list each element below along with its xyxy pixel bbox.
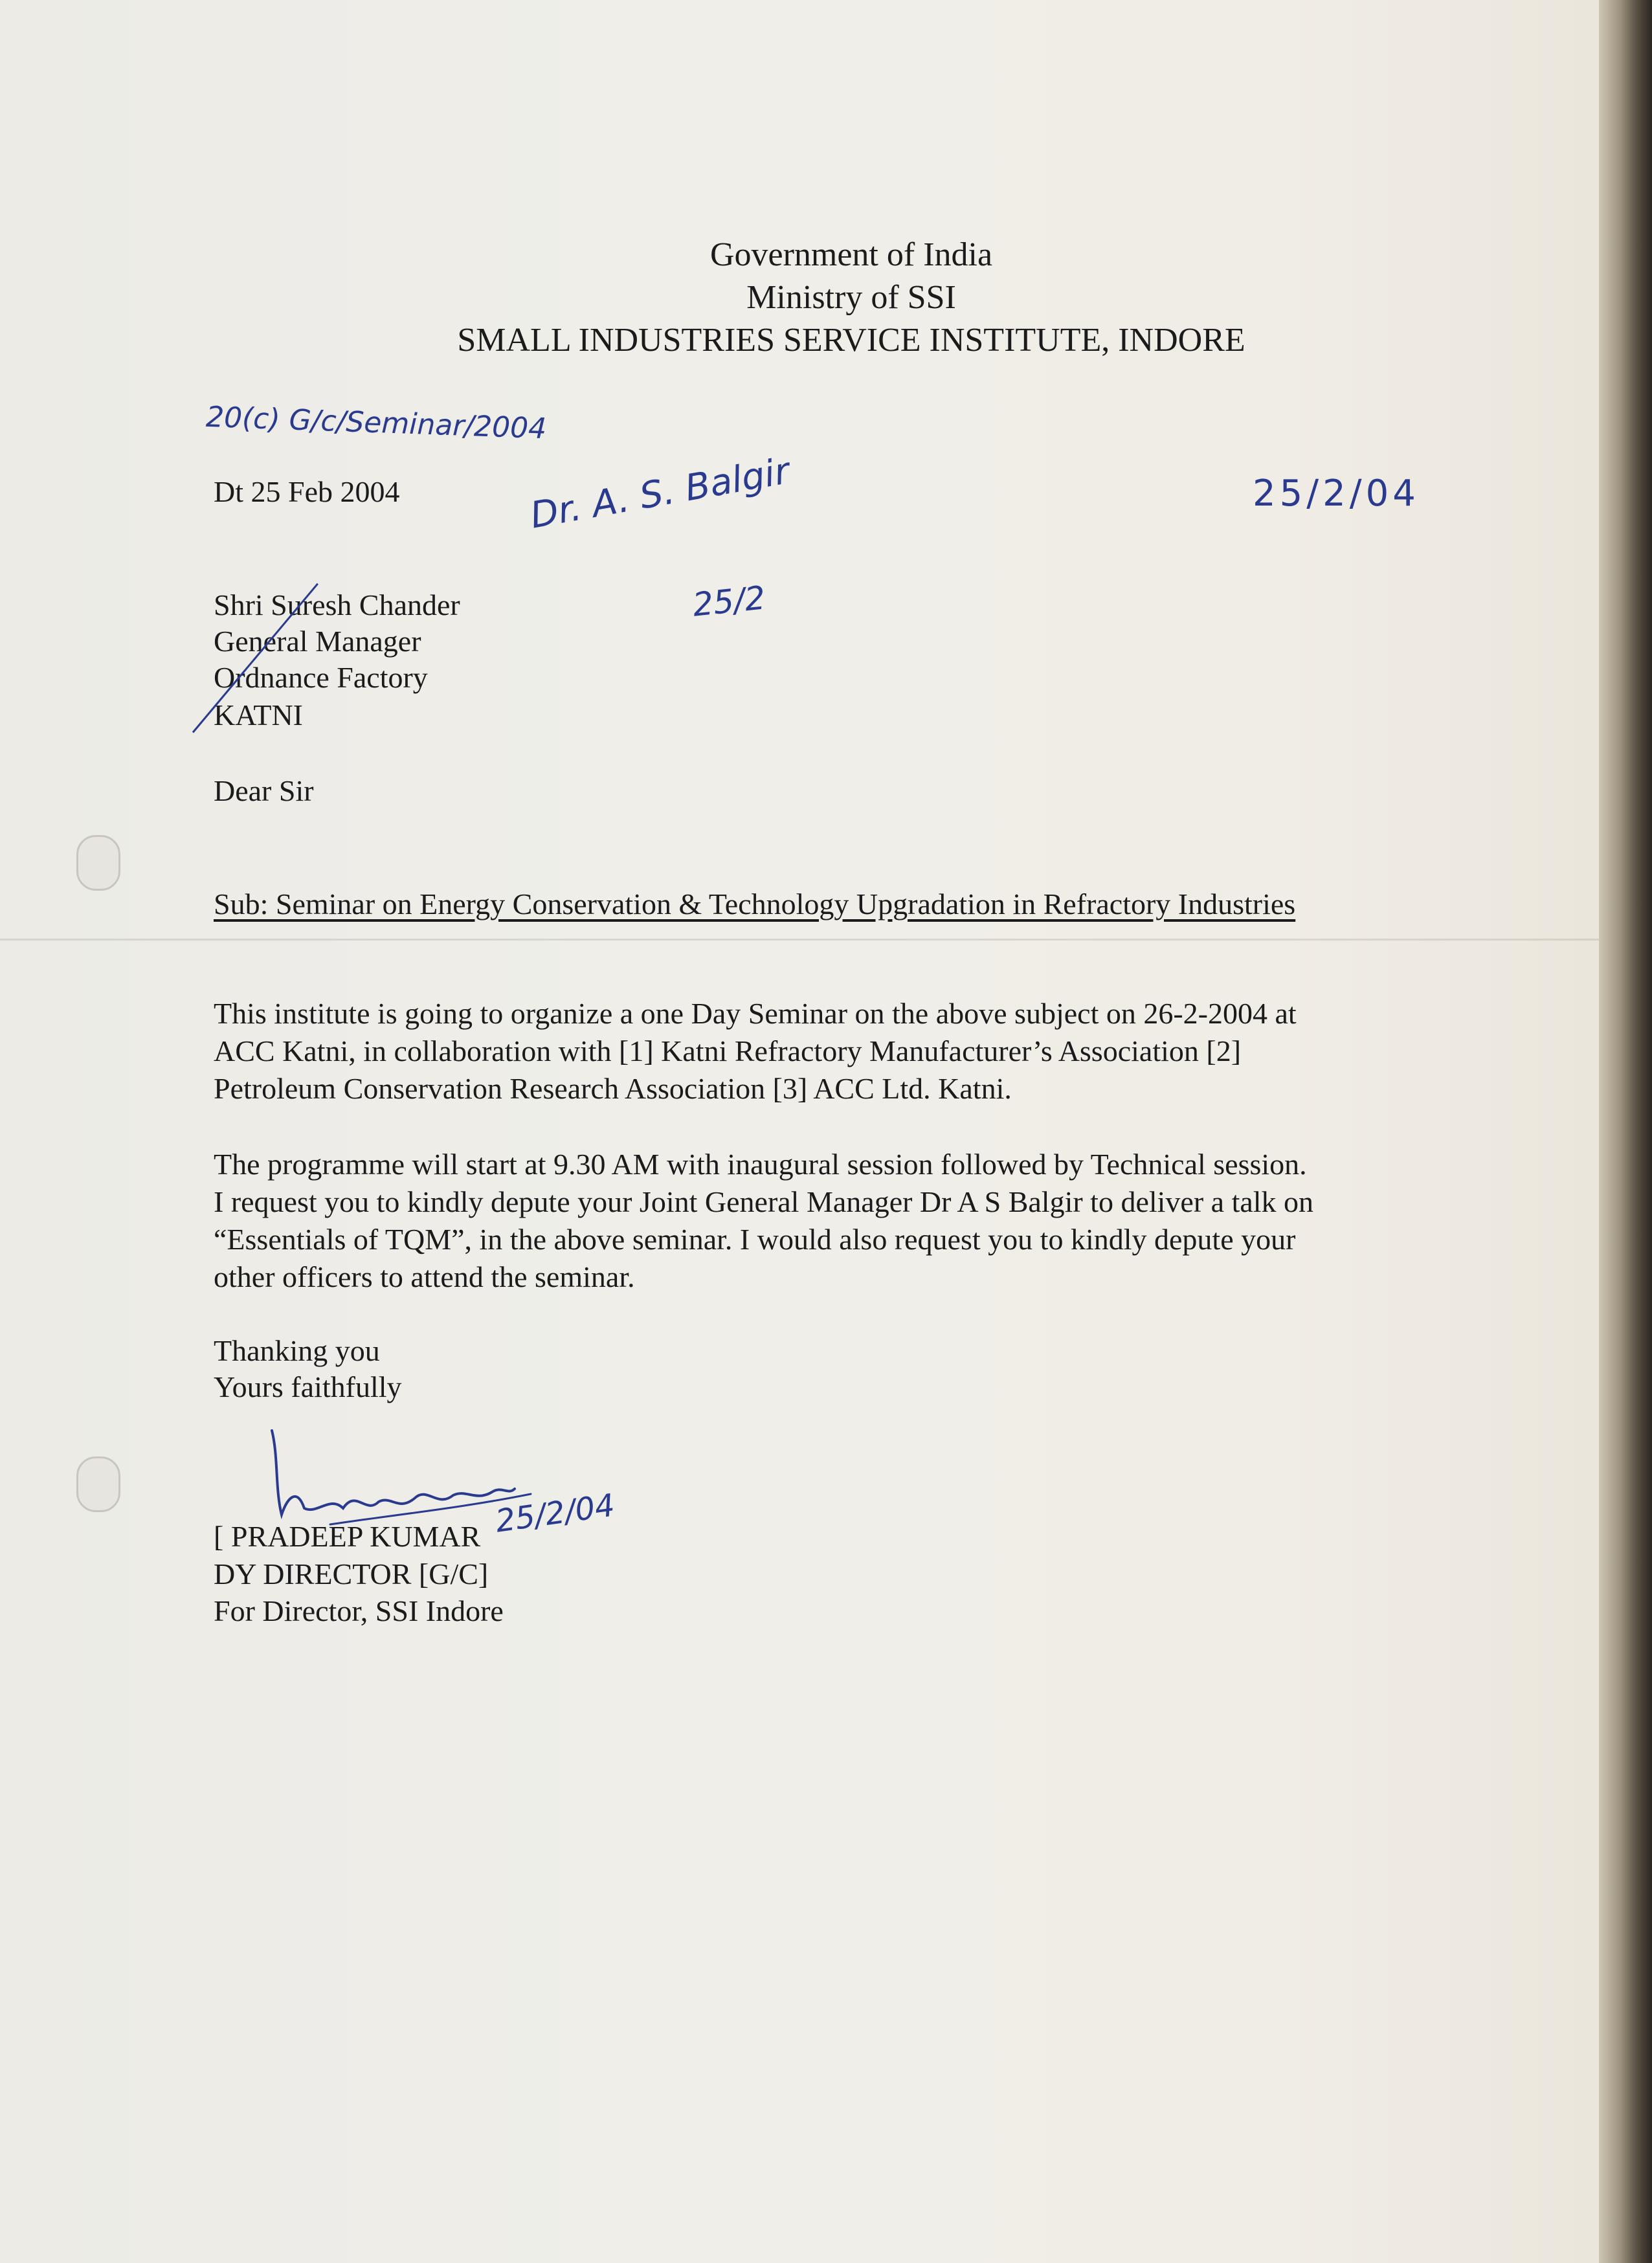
letterhead-government: Government of India xyxy=(709,236,993,273)
recipient-city: KATNI xyxy=(214,698,303,731)
body-paragraph-2 xyxy=(214,1146,1431,1296)
paragraph-1-line: Petroleum Conservation Research Association [3] ACC Ltd. Katni. xyxy=(214,1072,1012,1105)
salutation: Dear Sir xyxy=(214,774,314,807)
signatory-office: For Director, SSI Indore xyxy=(214,1594,504,1627)
letterhead-institute: SMALL INDUSTRIES SERVICE INSTITUTE, INDORE xyxy=(457,322,1245,359)
paragraph-2-line: “Essentials of TQM”, in the above seminar. I would also request you to kindly depute your xyxy=(214,1223,1296,1256)
recipient-organization: Ordnance Factory xyxy=(214,661,428,694)
subject-line: Sub: Seminar on Energy Conservation & Technology Upgradation in Refractory Industries xyxy=(214,887,1296,920)
closing-thanks: Thanking you xyxy=(214,1334,380,1367)
punch-hole-bottom xyxy=(76,1456,120,1512)
recipient-name: Shri Suresh Chander xyxy=(214,588,460,621)
signatory-designation: DY DIRECTOR [G/C] xyxy=(214,1557,489,1590)
paragraph-1-line: This institute is going to organize a one Day Seminar on the above subject on 26-2-2004 at xyxy=(214,997,1297,1030)
closing-yours-faithfully: Yours faithfully xyxy=(214,1370,402,1403)
signatory-name: [ PRADEEP KUMAR xyxy=(214,1520,481,1553)
fold-crease xyxy=(0,939,1599,941)
paragraph-1-line: ACC Katni, in collaboration with [1] Katni Refractory Manufacturer’s Association [2] xyxy=(214,1034,1242,1067)
paragraph-2-line: The programme will start at 9.30 AM with inaugural session followed by Technical session. xyxy=(214,1148,1307,1181)
paragraph-2-line: I request you to kindly depute your Joint General Manager Dr A S Balgir to deliver a talk on xyxy=(214,1185,1314,1218)
handwritten-received-date: 25/2/04 xyxy=(1253,473,1420,515)
handwritten-initial-date: 25/2 xyxy=(691,579,768,624)
body-paragraph-1 xyxy=(214,995,1431,1108)
recipient-designation: General Manager xyxy=(214,625,421,658)
handwritten-file-reference: 20(c) G/c/Seminar/2004 xyxy=(205,400,547,446)
letter-date: Dt 25 Feb 2004 xyxy=(214,475,400,508)
handwritten-signature-date: 25/2/04 xyxy=(493,1487,618,1540)
handwritten-officer-name: Dr. A. S. Balgir xyxy=(527,450,793,537)
punch-hole-top xyxy=(76,835,120,891)
letterhead-ministry: Ministry of SSI xyxy=(746,279,956,316)
paragraph-2-line: other officers to attend the seminar. xyxy=(214,1260,635,1293)
page-edge-shadow xyxy=(1599,0,1652,2263)
